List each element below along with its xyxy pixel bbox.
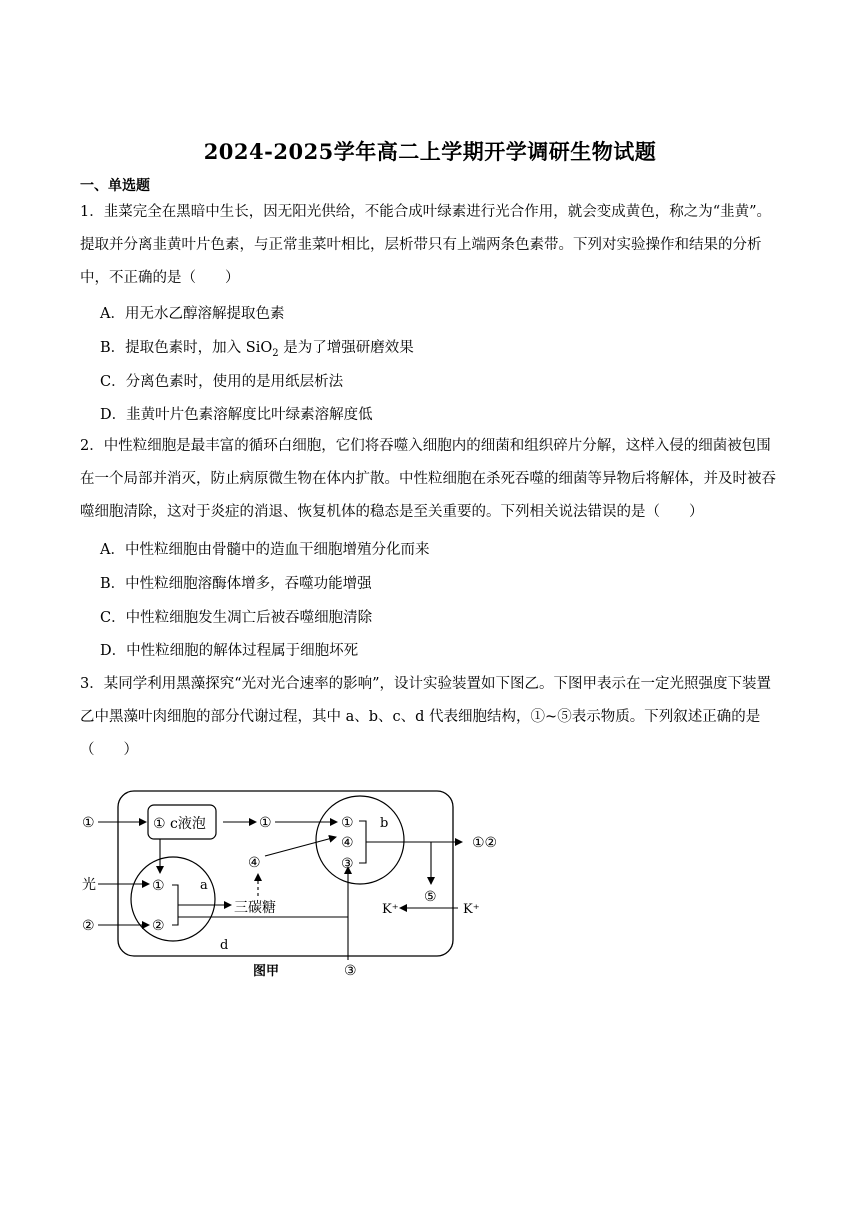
- section-heading: 一、单选题: [80, 178, 150, 194]
- chloroplast-circled-2: ②: [152, 918, 165, 934]
- mito-circled-3: ③: [341, 856, 354, 872]
- option-b-text-start: B．提取色素时，加入 SiO: [100, 340, 273, 356]
- diagram-caption: 图甲: [253, 964, 280, 979]
- question-1-option-a: A．用无水乙醇溶解提取色素: [100, 306, 285, 322]
- question-3-stem: 3．某同学利用黑藻探究“光对光合速率的影响”，设计实验装置如下图乙。下图甲表示在一定光照强度下装置乙中黑藻叶肉细胞的部分代谢过程，其中 a、b、c、d 代表细胞结构，①~⑤表示物质。下列叙述正确的是（ ）: [80, 676, 772, 758]
- question-2-option-c: C．中性粒细胞发生凋亡后被吞噬细胞清除: [100, 610, 373, 626]
- question-2-option-b: B．中性粒细胞溶酶体增多，吞噬功能增强: [100, 576, 372, 592]
- mito-circled-1: ①: [341, 815, 354, 831]
- cell-metabolism-diagram: [78, 785, 508, 985]
- question-1-option-d: D．韭黄叶片色素溶解度比叶绿素溶解度低: [100, 407, 373, 423]
- mito-circled-4: ④: [341, 835, 354, 851]
- subscript-2: 2: [272, 347, 279, 359]
- label-d: d: [220, 938, 229, 953]
- circled-1-between: ①: [259, 815, 272, 831]
- label-b: b: [380, 816, 389, 831]
- mito-bracket: [359, 821, 366, 863]
- circled-1-2-out: ①②: [472, 835, 498, 851]
- page-title: 2024-2025学年高二上学期开学调研生物试题: [203, 139, 657, 164]
- three-carbon-sugar-label: 三碳糖: [234, 900, 276, 916]
- question-2-option-d: D．中性粒细胞的解体过程属于细胞坏死: [100, 643, 359, 659]
- cell-boundary-d: [118, 791, 453, 956]
- outside-circled-1: ①: [82, 815, 95, 831]
- circled-3-bottom: ③: [344, 963, 357, 979]
- option-b-text-end: 是为了增强研磨效果: [278, 340, 414, 356]
- outside-circled-2: ②: [82, 918, 95, 934]
- vacuole-circled-1: ①: [153, 816, 166, 832]
- light-label: 光: [82, 877, 96, 893]
- question-1-option-b: [100, 338, 414, 364]
- question-1-stem: 1．韭菜完全在黑暗中生长，因无阳光供给，不能合成叶绿素进行光合作用，就会变成黄色，称之为“韭黄”。提取并分离韭黄叶片色素，与正常韭菜叶相比，层析带只有上端两条色素带。下列对实验操作和结果的分析中，不正确的是（ ）: [80, 204, 772, 286]
- question-2-stem: 2．中性粒细胞是最丰富的循环白细胞，它们将吞噬入细胞内的细菌和组织碎片分解，这样入侵的细菌被包围在一个局部并消灭，防止病原微生物在体内扩散。中性粒细胞在杀死吞噬的细菌等异物后将解体，并及时被吞噬细胞清除，这对于炎症的消退、恢复机体的稳态是至关重要的。下列相关说法错误的是（ ）: [80, 438, 776, 520]
- circled-5: ⑤: [424, 889, 437, 905]
- k-ion-outside: K⁺: [463, 902, 480, 917]
- vacuole-label: c液泡: [170, 816, 206, 832]
- chloroplast-circled-1: ①: [152, 878, 165, 894]
- label-a: a: [200, 878, 208, 893]
- k-ion-inside: K⁺: [382, 902, 399, 917]
- question-2-option-a: A．中性粒细胞由骨髓中的造血干细胞增殖分化而来: [100, 542, 430, 558]
- circled-4-inner: ④: [248, 855, 261, 871]
- mitochondrion-b: [316, 796, 404, 884]
- chloroplast-a: [131, 857, 215, 941]
- question-1-option-c: C．分离色素时，使用的是用纸层析法: [100, 374, 344, 390]
- chloroplast-bracket: [172, 885, 178, 925]
